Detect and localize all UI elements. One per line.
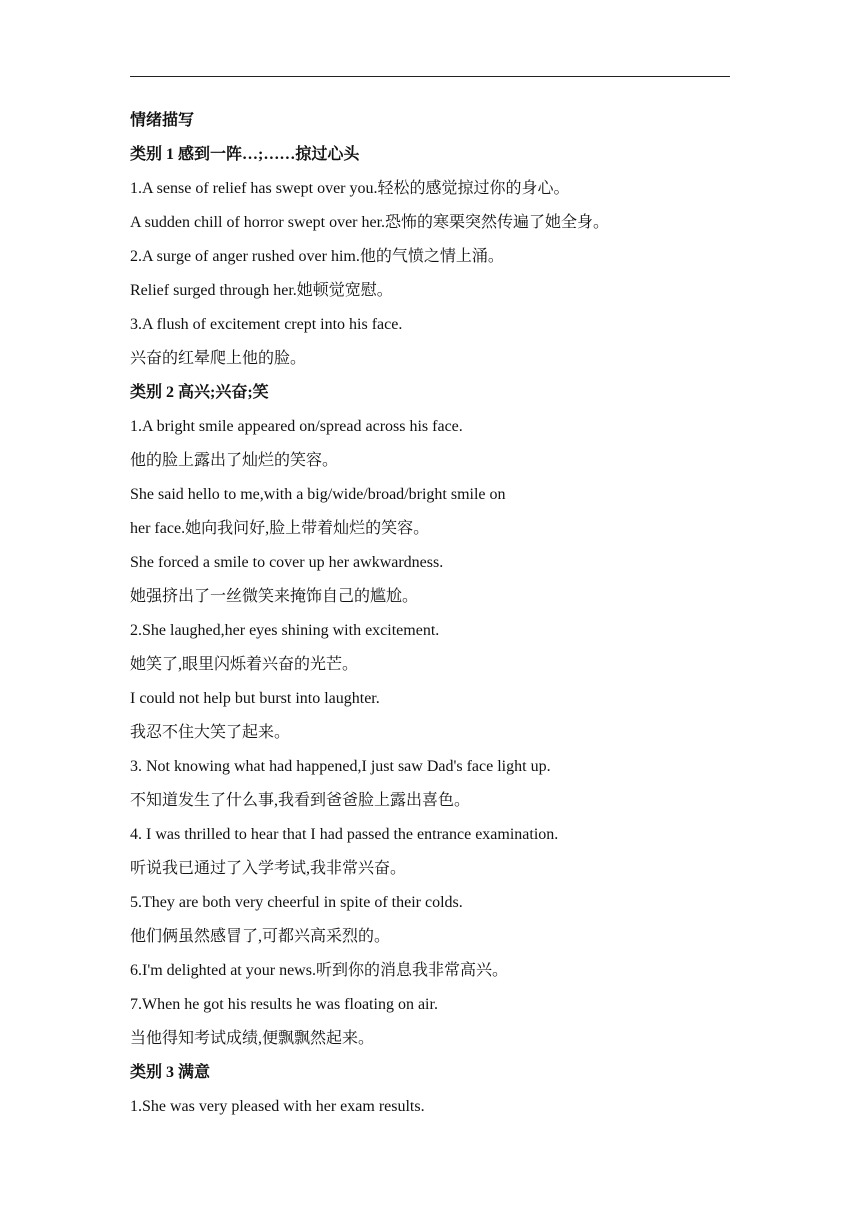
text-line: 当他得知考试成绩,便飘飘然起来。	[130, 1030, 375, 1047]
text-line: 不知道发生了什么事,我看到爸爸脸上露出喜色。	[130, 792, 471, 809]
text-line: I could not help but burst into laughter.	[130, 690, 380, 707]
text-line: 1.A sense of relief has swept over you.轻松的感觉掠过你的身心。	[130, 180, 570, 197]
text-line: 5.They are both very cheerful in spite of their colds.	[130, 894, 463, 911]
text-line: 听说我已通过了入学考试,我非常兴奋。	[130, 860, 407, 877]
section-heading: 类别 3 满意	[130, 1064, 211, 1081]
section-heading: 类别 2 高兴;兴奋;笑	[130, 384, 269, 401]
document-body	[130, 104, 750, 1124]
text-line: 1.She was very pleased with her exam results.	[130, 1098, 425, 1115]
text-line: 1.A bright smile appeared on/spread across his face.	[130, 418, 463, 435]
text-line: Relief surged through her.她顿觉宽慰。	[130, 282, 393, 299]
section-heading: 情绪描写	[130, 112, 195, 129]
text-line: 4. I was thrilled to hear that I had passed the entrance examination.	[130, 826, 559, 843]
text-line: 他的脸上露出了灿烂的笑容。	[130, 452, 339, 469]
text-line: She said hello to me,with a big/wide/broad/bright smile on	[130, 486, 506, 503]
text-line: A sudden chill of horror swept over her.恐怖的寒栗突然传遍了她全身。	[130, 214, 610, 231]
text-line: her face.她向我问好,脸上带着灿烂的笑容。	[130, 520, 430, 537]
text-line: 我忍不住大笑了起来。	[130, 724, 291, 741]
section-heading: 类别 1 感到一阵…;……掠过心头	[130, 146, 360, 163]
text-line: 她笑了,眼里闪烁着兴奋的光芒。	[130, 656, 359, 673]
text-line: 6.I'm delighted at your news.听到你的消息我非常高兴。	[130, 962, 508, 979]
text-line: 兴奋的红晕爬上他的脸。	[130, 350, 307, 367]
text-line: 2.She laughed,her eyes shining with excitement.	[130, 622, 440, 639]
text-line: She forced a smile to cover up her awkwardness.	[130, 554, 444, 571]
text-line: 3.A flush of excitement crept into his face.	[130, 316, 403, 333]
text-line: 他们俩虽然感冒了,可都兴高采烈的。	[130, 928, 391, 945]
text-line: 她强挤出了一丝微笑来掩饰自己的尴尬。	[130, 588, 419, 605]
text-line: 2.A surge of anger rushed over him.他的气愤之情上涌。	[130, 248, 504, 265]
text-line: 7.When he got his results he was floating on air.	[130, 996, 438, 1013]
text-line: 3. Not knowing what had happened,I just saw Dad's face light up.	[130, 758, 551, 775]
header-rule	[130, 76, 730, 77]
